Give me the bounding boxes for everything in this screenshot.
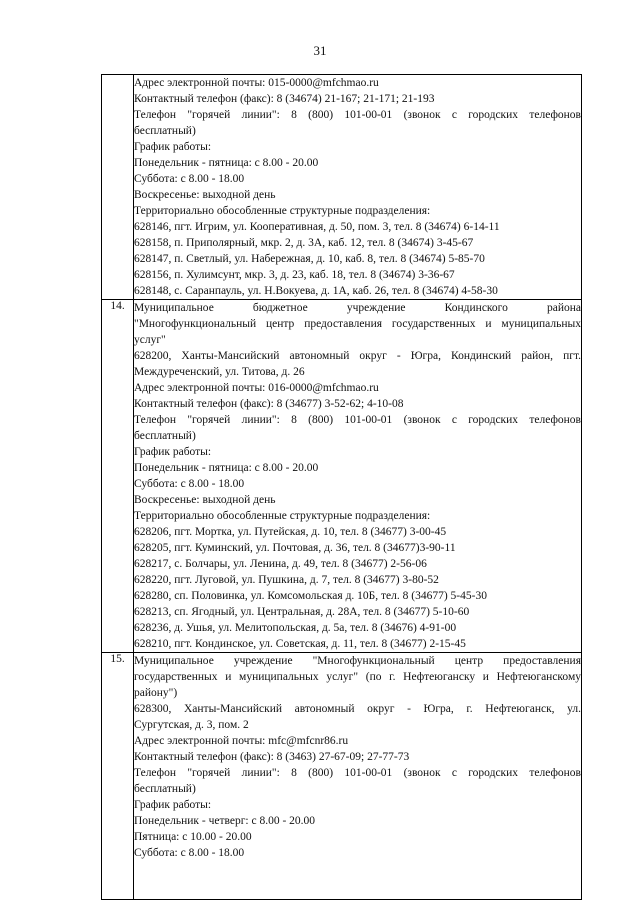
email-line: Адрес электронной почты: mfc@mfcnr86.ru xyxy=(134,735,349,747)
organization-name-end: району") xyxy=(134,687,178,699)
schedule-weekdays: Понедельник - пятница: с 8.00 - 20.00 xyxy=(134,462,319,474)
subdivision-address: 628158, п. Приполярный, мкр. 2, д. 3А, каб. 12, тел. 8 (34674) 3-45-67 xyxy=(134,237,474,249)
phone-fax-line: Контактный телефон (факс): 8 (34674) 21-167; 21-171; 21-193 xyxy=(134,93,435,105)
subdivision-address: 628213, сп. Ягодный, ул. Центральная, д. 28А, тел. 8 (34677) 5-10-60 xyxy=(134,606,470,618)
email-line: Адрес электронной почты: 015-0000@mfchmao.ru xyxy=(134,77,379,89)
subdivision-address: 628217, с. Болчары, ул. Ленина, д. 49, тел. 8 (34677) 2-56-06 xyxy=(134,558,427,570)
schedule-heading: График работы: xyxy=(134,799,212,811)
subdivision-address: 628148, с. Саранпауль, ул. Н.Вокуева, д. 1А, каб. 26, тел. 8 (34674) 4-58-30 xyxy=(134,285,498,297)
subdivision-address: 628147, п. Светлый, ул. Набережная, д. 10, каб. 8, тел. 8 (34674) 5-85-70 xyxy=(134,253,485,265)
hotline-line-end: бесплатный) xyxy=(134,430,196,442)
subdivisions-heading: Территориально обособленные структурные подразделения: xyxy=(134,205,431,217)
row-content-cell xyxy=(134,75,582,300)
address-line: 628200, Ханты-Мансийский автономный округ - Югра, Кондинский район, пгт. xyxy=(134,350,581,362)
hotline-line: Телефон "горячей линии": 8 (800) 101-00-01 (звонок с городских телефонов xyxy=(134,414,581,426)
schedule-weekdays: Понедельник - пятница: с 8.00 - 20.00 xyxy=(134,157,319,169)
subdivision-address: 628220, пгт. Луговой, ул. Пушкина, д. 7, тел. 8 (34677) 3-80-52 xyxy=(134,574,439,586)
hotline-line-end: бесплатный) xyxy=(134,125,196,137)
organization-name: Муниципальное учреждение "Многофункциональный центр предоставления xyxy=(134,655,581,667)
schedule-saturday: Суббота: с 8.00 - 18.00 xyxy=(134,478,245,490)
address-line-end: Междуреченский, ул. Титова, д. 26 xyxy=(134,366,305,378)
organization-name: Муниципальное бюджетное учреждение Кондинского района xyxy=(134,302,581,314)
table-row-continued xyxy=(102,75,582,300)
subdivision-address: 628146, пгт. Игрим, ул. Кооперативная, д. 50, пом. 3, тел. 8 (34674) 6-14-11 xyxy=(134,221,500,233)
subdivision-address: 628210, пгт. Кондинское, ул. Советская, д. 11, тел. 8 (34677) 2-15-45 xyxy=(134,638,466,650)
row-content-cell xyxy=(134,300,582,653)
subdivision-address: 628205, пгт. Куминский, ул. Почтовая, д. 36, тел. 8 (34677)3-90-11 xyxy=(134,542,456,554)
schedule-heading: График работы: xyxy=(134,141,212,153)
schedule-saturday: Суббота: с 8.00 - 18.00 xyxy=(134,173,245,185)
schedule-sunday: Воскресенье: выходной день xyxy=(134,494,276,506)
table-row-15 xyxy=(102,653,582,900)
schedule-mon-thu: Понедельник - четверг: с 8.00 - 20.00 xyxy=(134,815,316,827)
subdivision-address: 628206, пгт. Мортка, ул. Путейская, д. 10, тел. 8 (34677) 3-00-45 xyxy=(134,526,447,538)
hotline-line-end: бесплатный) xyxy=(134,783,196,795)
schedule-saturday: Суббота: с 8.00 - 18.00 xyxy=(134,847,245,859)
organization-name: государственных и муниципальных услуг" (по г. Нефтеюганску и Нефтеюганскому xyxy=(134,671,581,683)
table-row-14 xyxy=(102,300,582,653)
hotline-line: Телефон "горячей линии": 8 (800) 101-00-01 (звонок с городских телефонов xyxy=(134,767,581,779)
phone-fax-line: Контактный телефон (факс): 8 (3463) 27-67-09; 27-77-73 xyxy=(134,751,410,763)
organization-name: "Многофункциональный центр предоставления государственных и муниципальных xyxy=(134,318,581,330)
subdivisions-heading: Территориально обособленные структурные подразделения: xyxy=(134,510,431,522)
schedule-heading: График работы: xyxy=(134,446,212,458)
schedule-friday: Пятница: с 10.00 - 20.00 xyxy=(134,831,252,843)
row-number-cell: 15. xyxy=(102,653,134,900)
page-number: 31 xyxy=(313,43,327,58)
phone-fax-line: Контактный телефон (факс): 8 (34677) 3-52-62; 4-10-08 xyxy=(134,398,404,410)
subdivision-address: 628280, сп. Половинка, ул. Комсомольская д. 10Б, тел. 8 (34677) 5-45-30 xyxy=(134,590,487,602)
email-line: Адрес электронной почты: 016-0000@mfchmao.ru xyxy=(134,382,379,394)
row-content-cell xyxy=(134,653,582,900)
row-number-cell: 14. xyxy=(102,300,134,653)
organization-name-end: услуг" xyxy=(134,334,166,346)
mfc-registry-table xyxy=(101,74,582,900)
subdivision-address: 628156, п. Хулимсунт, мкр. 3, д. 23, каб. 18, тел. 8 (34674) 3-36-67 xyxy=(134,269,455,281)
address-line: 628300, Ханты-Мансийский автономный округ - Югра, г. Нефтеюганск, ул. xyxy=(134,703,581,715)
row-number-cell xyxy=(102,75,134,300)
subdivision-address: 628236, д. Ушья, ул. Мелитопольская, д. 5а, тел. 8 (34676) 4-91-00 xyxy=(134,622,457,634)
hotline-line: Телефон "горячей линии": 8 (800) 101-00-01 (звонок с городских телефонов xyxy=(134,109,581,121)
address-line-end: Сургутская, д. 3, пом. 2 xyxy=(134,719,249,731)
schedule-sunday: Воскресенье: выходной день xyxy=(134,189,276,201)
